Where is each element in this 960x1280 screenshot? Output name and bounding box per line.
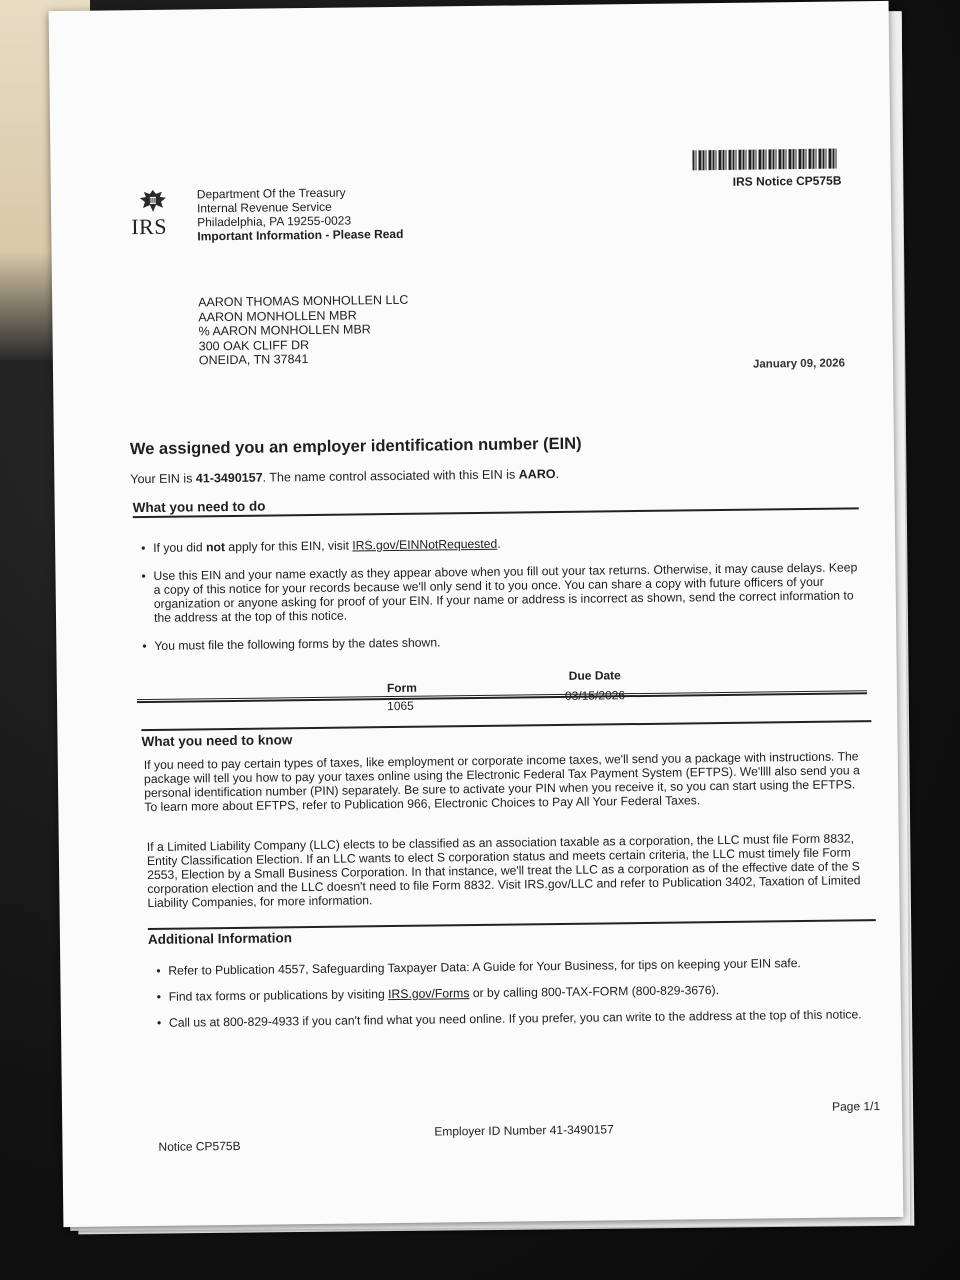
sender-line: Department Of the Treasury: [196, 185, 346, 202]
irs-logo-text: IRS: [131, 213, 168, 240]
page-title: We assigned you an employer identification number (EIN): [129, 434, 582, 459]
section-divider: [148, 919, 876, 930]
ein-not-requested-link[interactable]: IRS.gov/EINNotRequested: [352, 536, 498, 553]
section-title-what-to-do: What you need to do: [132, 498, 266, 516]
ein-value: 41-3490157: [195, 470, 263, 486]
notice-id-top: IRS Notice CP575B: [732, 173, 842, 189]
section-divider: [141, 720, 871, 731]
page-number: Page 1/1: [831, 1099, 881, 1114]
eftps-paragraph: If you need to pay certain types of taxes, like employment or corporate income taxes, we'll send you a package with instructions. The package will tell you how to pay your taxes online using the Electronic Federal Tax Payment System (EFTPS). We'llll also send you a personal identification number (PIN) separately. Be sure to activate your PIN when you receive it, so you can start using the EFTPS. To learn more about EFTPS, refer to Publication 966, Electronic Choices to Pay All Your Federal Taxes.: [143, 749, 860, 815]
list-item: • Find tax forms or publications by visiting IRS.gov/Forms or by calling 800-TAX-FORM (800-829-3676).: [157, 981, 875, 1004]
notice-date: January 09, 2026: [752, 357, 846, 371]
recipient-address: [198, 293, 409, 368]
sender-line: Philadelphia, PA 19255-0023: [197, 213, 352, 230]
irs-forms-link[interactable]: IRS.gov/Forms: [388, 986, 470, 1002]
llc-paragraph: If a Limited Liability Company (LLC) elects to be classified as an association taxable as a corporation, the LLC must file Form 8832, Entity Classification Election. If an LLC wants to elect S corporation status and meets certain criteria, the LLC must timely file Form 2553, Election by a Small Business Corporation. In that instance, we'll treat the LLC as a corporation as of the effective date of the S corporation election and the LLC doesn't need to file Form 8832. Visit IRS.gov/LLC and refer to Publication 3402, Taxation of Limited Liability Companies, for more information.: [146, 831, 861, 911]
footer-employer-id: Employer ID Number 41-3490157: [434, 1122, 614, 1139]
sender-block: [197, 185, 404, 244]
list-item: • Use this EIN and your name exactly as they appear above when you fill out your tax returns. Otherwise, it may cause delays. Keep a copy of this notice for your records because we'll only send it to you once. You can share a copy with future officers of your organization or anyone asking for proof of your EIN. If your name or address is incorrect as shown, send the correct information to the address at the top of this notice.: [141, 560, 858, 625]
section-title-additional: Additional Information: [147, 930, 293, 948]
column-header-form: Form: [386, 680, 417, 696]
address-line: % AARON MONHOLLEN MBR: [198, 322, 371, 339]
list-item: • If you did not apply for this EIN, visit IRS.gov/EINNotRequested.: [141, 532, 857, 555]
ein-statement: Your EIN is 41-3490157. The name control associated with this EIN is AARO.: [130, 466, 560, 487]
list-item: • You must file the following forms by the dates shown.: [142, 630, 858, 653]
barcode: [692, 149, 837, 171]
sender-line: Internal Revenue Service: [196, 199, 332, 216]
table-cell-form: 1065: [387, 698, 414, 714]
address-line: AARON THOMAS MONHOLLEN LLC: [198, 292, 409, 310]
forms-table: [137, 665, 867, 714]
list-item: • Call us at 800-829-4933 if you can't find what you need online. If you prefer, you can write to the address at the top of this notice.: [157, 1007, 875, 1030]
eagle-icon: [138, 188, 168, 214]
important-notice: Important Information - Please Read: [197, 226, 404, 244]
address-line: 300 OAK CLIFF DR: [198, 337, 310, 353]
additional-list: [156, 955, 875, 1044]
irs-notice-page: [49, 1, 904, 1227]
address-line: ONEIDA, TN 37841: [198, 352, 309, 368]
irs-logo: [131, 188, 176, 241]
what-to-do-list: [141, 532, 858, 667]
column-header-due-date: Due Date: [568, 668, 621, 683]
list-item: • Refer to Publication 4557, Safeguarding Taxpayer Data: A Guide for Your Business, for tips on keeping your EIN safe.: [156, 955, 874, 978]
footer-notice: Notice CP575B: [158, 1138, 241, 1154]
address-line: AARON MONHOLLEN MBR: [198, 307, 357, 324]
section-title-what-to-know: What you need to know: [141, 732, 293, 750]
table-cell-due-date: 03/15/2026: [564, 688, 626, 703]
name-control: AARO: [518, 467, 556, 482]
